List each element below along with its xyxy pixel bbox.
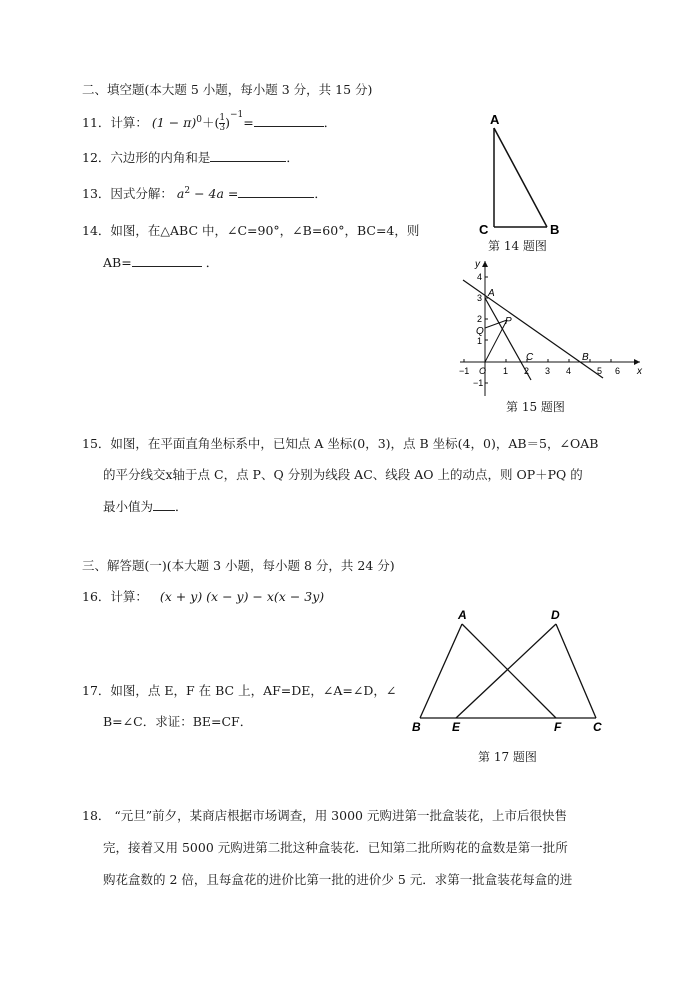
q13-expr-exponent: 2 [184, 185, 191, 196]
question-18-line2: 完，接着又用 5000 元购进第二批这种盒装花．已知第二批所购花的盒数是第一批所 [103, 840, 568, 855]
q12-end: ． [286, 150, 299, 165]
q13-expr-a: a [176, 186, 185, 201]
fig17-label-f: F [554, 720, 562, 734]
fig14-label-b: B [550, 222, 560, 237]
q18-number: 18． [82, 808, 111, 823]
q11-lparen: ( [214, 115, 220, 130]
fig15-xtick-neg1: −1 [459, 366, 470, 376]
q13-end: ． [314, 186, 327, 201]
question-18-line1 [82, 806, 567, 824]
q11-end: ． [323, 115, 337, 130]
fig14-label-c: C [479, 222, 489, 237]
q14-number: 14． [82, 223, 111, 238]
fig15-ticks [464, 277, 611, 383]
q11-exponent-neg1: −1 [230, 109, 244, 120]
fig15-xtick-2: 2 [524, 366, 530, 376]
q16-number: 16． [82, 589, 111, 604]
fig15-label-p: P [505, 316, 512, 327]
q12-number: 12． [82, 150, 111, 165]
fig15-label-x: x [637, 366, 642, 377]
fig15-ytick-3: 3 [477, 293, 483, 303]
question-12 [82, 148, 299, 166]
fig15-xtick-5: 5 [597, 366, 603, 376]
question-15-line3 [103, 497, 188, 515]
q11-exponent-0: 0 [196, 114, 202, 125]
q11-rparen: ) [225, 115, 231, 130]
q15-line3: 最小值为 [103, 499, 154, 514]
figure-17-caption: 第 17 题图 [478, 750, 537, 764]
q13-text: 因式分解： [110, 186, 173, 201]
q12-text: 六边形的内角和是 [110, 150, 211, 165]
fig17-label-a: A [458, 608, 467, 622]
fig15-ytick-1: 1 [477, 336, 483, 346]
figure-15-caption: 第 15 题图 [506, 400, 565, 414]
fig15-y-arrow [482, 261, 488, 267]
q18-line1: “元旦”前夕，某商店根据市场调查，用 3000 元购进第一批盒装花，上市后很快售 [114, 808, 567, 823]
q11-plus: ＋ [201, 115, 215, 130]
fig14-label-a: A [490, 112, 500, 127]
fig15-xtick-1: 1 [503, 366, 509, 376]
q11-answer-blank[interactable] [254, 114, 324, 127]
q17-line1: 如图，点 E，F 在 BC 上，AF=DE，∠A=∠D，∠ [110, 683, 397, 698]
fig15-xtick-4: 4 [566, 366, 572, 376]
question-17-line2: B=∠C．求证：BE=CF． [103, 714, 253, 729]
fig15-xtick-3: 3 [545, 366, 551, 376]
fig15-label-q: Q [476, 326, 484, 337]
fig15-label-y: y [475, 259, 480, 270]
fig15-label-c: C [526, 352, 534, 363]
fig15-ytick-4: 4 [477, 272, 483, 282]
question-15-line2: 的平分线交x轴于点 C，点 P、Q 分别为线段 AC、线段 AO 上的动点，则 OP＋PQ 的 [103, 467, 583, 482]
fig15-label-b: B [582, 352, 589, 363]
q17-number: 17． [82, 683, 111, 698]
fig17-label-c: C [593, 720, 602, 734]
question-18-line3: 购花盒数的 2 倍，且每盒花的进价比第一批的进价少 5 元．求第一批盒装花每盒的进 [103, 872, 573, 887]
q15-answer-blank[interactable] [153, 498, 175, 511]
fig15-x-arrow [634, 359, 640, 365]
q13-number: 13． [82, 186, 111, 201]
figure-15 [455, 258, 650, 398]
fig17-label-e: E [452, 720, 461, 734]
question-16 [82, 587, 324, 605]
q14-end: ． [205, 255, 219, 270]
fig17-line-ab [420, 624, 462, 718]
q11-expr: (1 − π) [151, 115, 197, 130]
q13-answer-blank[interactable] [238, 185, 314, 198]
q15-number: 15． [82, 436, 111, 451]
question-17-line1 [82, 681, 396, 699]
q15-line1: 如图，在平面直角坐标系中，已知点 A 坐标(0，3)，点 B 坐标(4，0)，AB＝5，∠OAB [110, 436, 599, 451]
q14-text: 如图，在△ABC 中，∠C=90°，∠B=60°，BC=4，则 [110, 223, 420, 238]
q16-label: 计算： [110, 589, 148, 604]
question-11 [82, 109, 337, 133]
fig14-side-ab [494, 128, 547, 227]
fig17-label-b: B [412, 720, 421, 734]
q13-expr-rest: − 4a = [190, 186, 239, 201]
fig15-ytick-2: 2 [477, 314, 483, 324]
fig15-label-a: A [488, 288, 495, 299]
q11-frac-den: 3 [219, 123, 226, 133]
q12-answer-blank[interactable] [210, 149, 286, 162]
question-14 [82, 221, 419, 239]
section-2-heading: 二、填空题(本大题 5 小题，每小题 3 分，共 15 分) [82, 82, 373, 97]
figure-14 [478, 108, 578, 253]
question-15-line1 [82, 434, 598, 452]
question-13 [82, 184, 327, 202]
fig17-line-dc [556, 624, 596, 718]
section-3-heading: 三、解答题(一)(本大题 3 小题，每小题 8 分，共 24 分) [82, 558, 395, 573]
q11-number: 11． [82, 115, 111, 130]
fig15-xtick-6: 6 [615, 366, 621, 376]
q16-expr: (x + y) (x − y) − x(x − 3y) [159, 589, 325, 604]
q14-answer-blank[interactable] [132, 254, 202, 267]
q11-equals: = [243, 115, 254, 130]
fig15-line-ab [463, 280, 603, 378]
q14-ab-label: AB= [103, 255, 132, 270]
figure-17 [408, 604, 613, 739]
question-14-line2 [103, 253, 218, 271]
fig15-ytick-neg1: −1 [473, 378, 484, 388]
q11-label: 计算： [110, 115, 148, 130]
q15-end: ． [175, 499, 188, 514]
fig15-label-o: O [479, 366, 487, 376]
figure-14-caption: 第 14 题图 [488, 239, 547, 253]
q11-frac-num: 1 [219, 113, 226, 123]
fig17-label-d: D [551, 608, 560, 622]
